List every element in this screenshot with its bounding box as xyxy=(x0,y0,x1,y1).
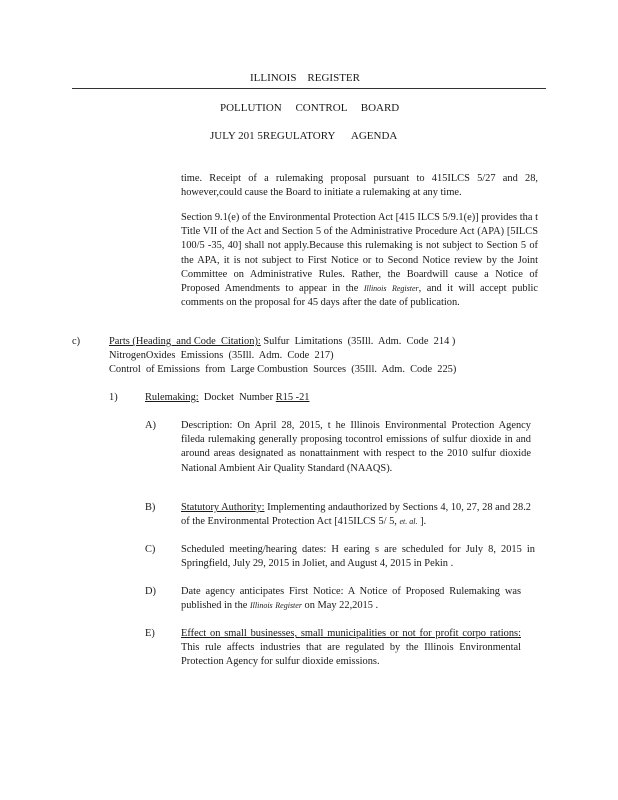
section-c-line-3: Control of Emissions from Large Combustion Sources (35Ill. Adm. Code 225) xyxy=(109,364,457,375)
statutory-authority-end: ]. xyxy=(417,516,427,528)
header-rule xyxy=(72,88,546,89)
statutory-authority-heading: Statutory Authority: xyxy=(181,502,265,513)
paragraph-2-text-b: , and it will accept public comments on the proposal for 45 days after the date of publication. xyxy=(181,283,539,309)
register-italic: Register xyxy=(275,601,302,611)
continuation-paragraph-2 xyxy=(181,211,538,310)
section-c-label: c) xyxy=(72,336,81,347)
subitem-a-description: Description: On April 28, 2015, t he Illinois Environmental Protection Agency fileda rulemaking generally proposing tocontrol emissions of sulfur dioxide in and around areas designated as nonattainment with respect to the 2010 sulfur dioxide National Ambient Air Quality Standard (NAAQS). xyxy=(181,420,531,474)
subitem-b-statutory-authority xyxy=(181,501,531,529)
register-title: ILLINOIS REGISTER xyxy=(250,72,360,84)
subitem-a-label: A) xyxy=(145,420,156,431)
statutory-authority-text: Implementing andauthorized by Sections 4, 10, 27, 28 and 28.2 of the Environmental Protection Act [415ILCS 5/ 5, xyxy=(181,502,531,528)
illinois-italic: Illinois xyxy=(250,601,273,611)
sulfur-limitations-text: Sulfur Limitations (35Ill. Adm. Code 214 ) xyxy=(260,336,456,347)
item-1-label: 1) xyxy=(109,392,118,403)
subitem-d-first-notice xyxy=(181,585,521,613)
docket-label: Docket Number xyxy=(198,392,276,403)
rulemaking-heading: Rulemaking: xyxy=(145,392,199,403)
subitem-c-label: C) xyxy=(145,544,156,555)
parts-heading: Parts (Heading and Code Citation): xyxy=(109,336,261,347)
subitem-d-label: D) xyxy=(145,586,156,597)
board-title: POLLUTION CONTROL BOARD xyxy=(220,102,400,114)
section-c-line-2: NitrogenOxides Emissions (35Ill. Adm. Code 217) xyxy=(109,350,334,361)
et-al-italic: et. al. xyxy=(399,517,418,527)
subitem-e-effect-small-business xyxy=(181,627,521,670)
rulemaking-line xyxy=(145,391,310,405)
publication-name-italic: Illinois xyxy=(363,284,387,294)
publication-register-italic: Register xyxy=(391,284,419,294)
paragraph-2-text-a: Section 9.1(e) of the Environmental Protection Act [415 ILCS 5/9.1(e)] provides tha t Title VII of the Act and Section 5 of the Administrative Procedure Act (APA) [5ILCS 100/5 -35, 40] shall not apply.Because this rulemaking is not subject to Section 5 of the APA, it is not subject to First Notice or to Second Notice review by the Joint Committee on Administrative Rules. Rather, the Boardwill cause a Notice of Proposed Amendments to appear in the xyxy=(181,212,538,295)
effect-heading: Effect on small businesses, small municipalities or not for profit corpo rations: xyxy=(181,628,521,639)
first-notice-text-a: Date agency anticipates First Notice: A Notice of Proposed Rulemaking was published in the xyxy=(181,586,521,612)
continuation-paragraph-1: time. Receipt of a rulemaking proposal pursuant to 415ILCS 5/27 and 28, however,could cause the Board to initiate a rulemaking at any time. xyxy=(181,173,538,199)
section-c-line-1 xyxy=(109,335,455,349)
subitem-b-label: B) xyxy=(145,502,156,513)
docket-number: R15 -21 xyxy=(275,392,310,403)
first-notice-text-b: on May 22,2015 . xyxy=(301,600,379,612)
effect-text: This rule affects industries that are regulated by the Illinois Environmental Protection Agency for sulfur dioxide emissions. xyxy=(181,642,521,668)
subitem-e-label: E) xyxy=(145,628,155,639)
subitem-c-hearings: Scheduled meeting/hearing dates: H earing s are scheduled for July 8, 2015 in Springfield, July 29, 2015 in Joliet, and August 4, 2015 in Pekin . xyxy=(181,544,535,570)
agenda-title: JULY 201 5REGULATORY AGENDA xyxy=(210,130,398,142)
